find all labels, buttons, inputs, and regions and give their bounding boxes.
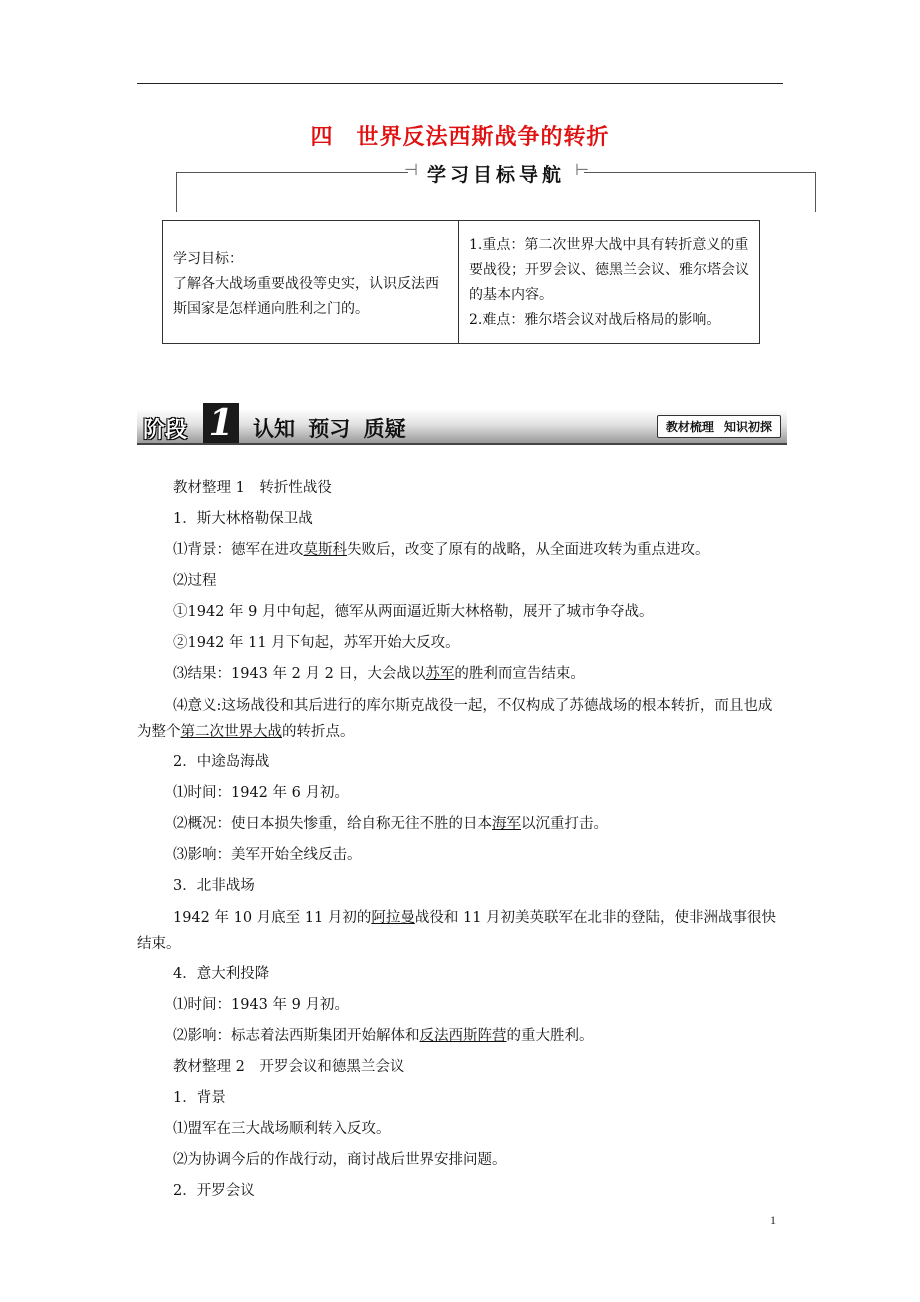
underlined-term: 莫斯科 xyxy=(303,542,347,558)
paragraph: ⑶结果：1943 年 2 月 2 日，大会战以苏军的胜利而宣告结束。 xyxy=(173,666,585,682)
nav-bracket-right-icon: ⊢ xyxy=(575,160,589,179)
goals-right-cell xyxy=(459,221,760,344)
goals-left-text: 了解各大战场重要战役等史实，认识反法西斯国家是怎样通向胜利之门的。 xyxy=(173,276,439,317)
section-title: 教材整理 2 开罗会议和德黑兰会议 xyxy=(173,1059,405,1075)
goals-difficult-point: 2.难点：雅尔塔会议对战后格局的影响。 xyxy=(469,312,721,328)
nav-frame-left-top xyxy=(176,172,408,173)
underlined-term: 阿拉曼 xyxy=(371,910,415,926)
nav-frame-right-side xyxy=(815,172,816,212)
paragraph: ②1942 年 11 月下旬起，苏军开始大反攻。 xyxy=(173,635,460,651)
stage-number: 1 xyxy=(203,403,239,443)
goals-key-point: 1.重点：第二次世界大战中具有转折意义的重要战役；开罗会议、德黑兰会议、雅尔塔会议的基本内容。 xyxy=(469,237,749,303)
goals-table xyxy=(162,220,760,344)
main-content xyxy=(137,473,783,1207)
nav-frame-right-top xyxy=(584,172,816,173)
goals-left-cell xyxy=(163,221,459,344)
stage-tag: 教材梳理 知识初探 xyxy=(657,415,781,438)
page-title: 四 世界反法西斯战争的转折 xyxy=(310,125,610,150)
nav-bracket-left-icon: ⊣ xyxy=(404,160,418,179)
nav-title: 学习目标导航 xyxy=(426,164,565,186)
nav-frame-left-side xyxy=(176,172,177,212)
paragraph: ⑵过程 xyxy=(173,573,217,589)
page-number: 1 xyxy=(770,1213,776,1227)
underlined-term: 第二次世界大战 xyxy=(180,724,282,740)
paragraph: ⑴背景：德军在进攻莫斯科失败后，改变了原有的战略，从全面进攻转为重点进攻。 xyxy=(173,542,710,558)
paragraph: 2．中途岛海战 xyxy=(173,754,270,770)
paragraph: ⑵为协调今后的作战行动，商讨战后世界安排问题。 xyxy=(173,1152,507,1168)
stage-heading: 认知 预习 质疑 xyxy=(253,417,406,441)
stage-label: 阶段 xyxy=(143,418,188,443)
paragraph: ⑵影响：标志着法西斯集团开始解体和反法西斯阵营的重大胜利。 xyxy=(173,1028,594,1044)
paragraph: 2．开罗会议 xyxy=(173,1183,255,1199)
section-title: 教材整理 1 转折性战役 xyxy=(173,480,332,496)
paragraph: ①1942 年 9 月中旬起，德军从两面逼近斯大林格勒，展开了城市争夺战。 xyxy=(173,604,654,620)
underlined-term: 苏军 xyxy=(425,666,455,682)
paragraph: 3．北非战场 xyxy=(173,878,255,894)
paragraph: ⑶影响：美军开始全线反击。 xyxy=(173,847,362,863)
underlined-term: 反法西斯阵营 xyxy=(419,1028,507,1044)
paragraph: 4．意大利投降 xyxy=(173,966,270,982)
underlined-term: 海军 xyxy=(492,816,521,832)
goals-left-heading: 学习目标： xyxy=(173,251,243,267)
stage-banner xyxy=(137,402,787,445)
paragraph: 1942 年 10 月底至 11 月初的阿拉曼战役和 11 月初美英联军在北非的登陆，使非洲战事很快结束。 xyxy=(137,910,777,952)
paragraph: ⑷意义:这场战役和其后进行的库尔斯克战役一起，不仅构成了苏德战场的根本转折，而且也成为整个第二次世界大战的转折点。 xyxy=(137,698,773,740)
paragraph: ⑴盟军在三大战场顺利转入反攻。 xyxy=(173,1121,391,1137)
paragraph: 1．斯大林格勒保卫战 xyxy=(173,511,313,527)
paragraph: ⑵概况：使日本损失惨重，给自称无往不胜的日本海军以沉重打击。 xyxy=(173,816,608,832)
paragraph: ⑴时间：1942 年 6 月初。 xyxy=(173,785,349,801)
top-rule xyxy=(137,83,783,84)
paragraph: 1．背景 xyxy=(173,1090,226,1106)
paragraph: ⑴时间：1943 年 9 月初。 xyxy=(173,997,349,1013)
